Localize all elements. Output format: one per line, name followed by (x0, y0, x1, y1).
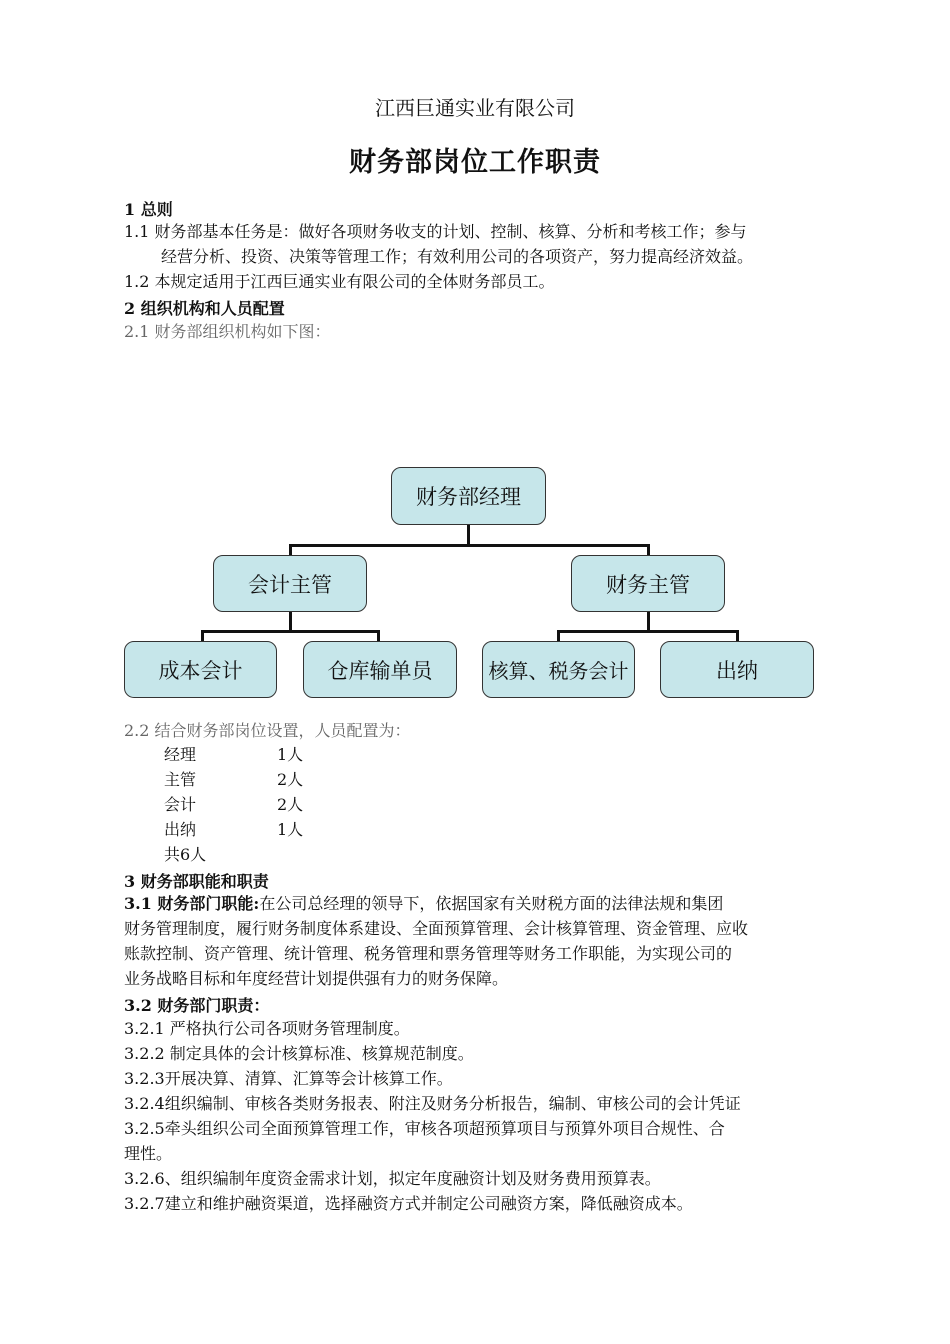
connector-line (289, 612, 292, 631)
para-1-1-line1: 1.1 财务部基本任务是：做好各项财务收支的计划、控制、核算、分析和考核工作；参与 (124, 222, 747, 241)
list-item: 3.2.5牵头组织公司全面预算管理工作，审核各项超预算项目与预算外项目合规性、合 (124, 1119, 725, 1138)
list-item: 3.2.1 严格执行公司各项财务管理制度。 (124, 1019, 410, 1038)
staff-count: 1人 (277, 820, 304, 839)
section-1-heading: 1 总则 (124, 200, 173, 219)
org-left-box: 会计主管 (213, 555, 367, 612)
staff-role: 经理 (164, 745, 197, 764)
para-2-1: 2.1 财务部组织机构如下图： (124, 322, 331, 341)
document-title: 财务部岗位工作职责 (349, 147, 601, 178)
para-3-1-label: 3.1 财务部门职能: (124, 894, 260, 913)
para-3-1-text: 在公司总经理的领导下，依据国家有关财税方面的法律法规和集团 (259, 894, 724, 913)
org-rr-box: 出纳 (660, 641, 814, 698)
connector-line (289, 544, 650, 547)
staff-role: 主管 (164, 770, 197, 789)
para-1-1-line2: 经营分析、投资、决策等管理工作；有效利用公司的各项资产，努力提高经济效益。 (161, 247, 754, 266)
connector-line (557, 630, 739, 633)
para-3-1-line4: 业务战略目标和年度经营计划提供强有力的财务保障。 (124, 969, 509, 988)
org-rl-box: 核算、税务会计 (482, 641, 635, 698)
list-item: 3.2.3开展决算、清算、汇算等会计核算工作。 (124, 1069, 453, 1088)
org-lr-box: 仓库输单员 (303, 641, 457, 698)
para-3-1-line1 (124, 891, 723, 916)
para-3-1-line2: 财务管理制度，履行财务制度体系建设、全面预算管理、会计核算管理、资金管理、应收 (124, 919, 749, 938)
connector-line (647, 612, 650, 631)
list-item: 3.2.4组织编制、审核各类财务报表、附注及财务分析报告，编制、审核公司的会计凭证 (124, 1094, 741, 1113)
staff-count: 1人 (277, 745, 304, 764)
company-name: 江西巨通实业有限公司 (375, 96, 575, 120)
org-right-box: 财务主管 (571, 555, 725, 612)
staff-total: 共6人 (164, 845, 207, 864)
para-2-2: 2.2 结合财务部岗位设置，人员配置为： (124, 721, 411, 740)
org-ll-box: 成本会计 (124, 641, 277, 698)
section-3-heading: 3 财务部职能和职责 (124, 872, 269, 891)
org-root-box: 财务部经理 (391, 467, 546, 525)
list-item-continued: 理性。 (124, 1144, 173, 1163)
staff-role: 会计 (164, 795, 197, 814)
staff-count: 2人 (277, 770, 304, 789)
staff-role: 出纳 (164, 820, 197, 839)
list-item: 3.2.6、组织编制年度资金需求计划，拟定年度融资计划及财务费用预算表。 (124, 1169, 661, 1188)
staff-count: 2人 (277, 795, 304, 814)
section-3-2-heading: 3.2 财务部门职责： (124, 996, 270, 1015)
list-item: 3.2.7建立和维护融资渠道，选择融资方式并制定公司融资方案，降低融资成本。 (124, 1194, 693, 1213)
connector-line (201, 630, 380, 633)
para-3-1-line3: 账款控制、资产管理、统计管理、税务管理和票务管理等财务工作职能，为实现公司的 (124, 944, 733, 963)
connector-line (467, 525, 470, 545)
section-2-heading: 2 组织机构和人员配置 (124, 299, 285, 318)
para-1-2: 1.2 本规定适用于江西巨通实业有限公司的全体财务部员工。 (124, 272, 555, 291)
list-item: 3.2.2 制定具体的会计核算标准、核算规范制度。 (124, 1044, 474, 1063)
